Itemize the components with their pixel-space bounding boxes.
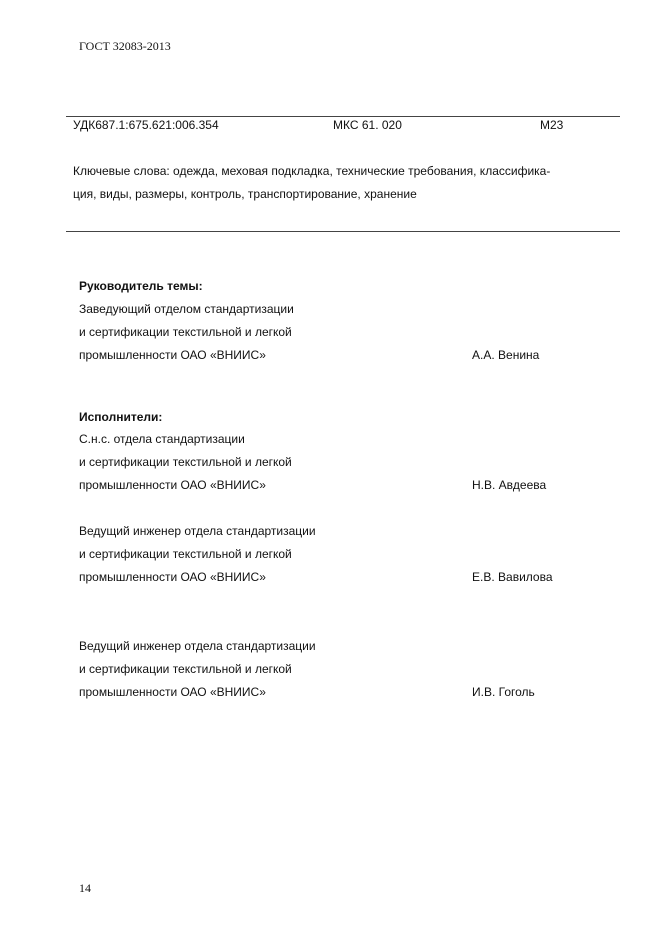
executor-1-line-1: С.н.с. отдела стандартизации [79, 432, 245, 446]
executor-1-line-3: промышленности ОАО «ВНИИС» [79, 478, 266, 492]
executor-3-line-1: Ведущий инженер отдела стандартизации [79, 639, 316, 653]
executor-1-name: Н.В. Авдеева [472, 478, 547, 492]
bottom-divider [66, 231, 620, 232]
executor-2-line-2: и сертификации текстильной и легкой [79, 547, 292, 561]
leader-position-line-2: и сертификации текстильной и легкой [79, 325, 292, 339]
top-divider [66, 116, 620, 117]
executor-2-line-3: промышленности ОАО «ВНИИС» [79, 570, 266, 584]
leader-position-line-3: промышленности ОАО «ВНИИС» [79, 348, 266, 362]
executors-heading: Исполнители: [79, 410, 163, 424]
leader-position-line-1: Заведующий отделом стандартизации [79, 302, 294, 316]
page-number: 14 [79, 881, 91, 895]
executor-2-line-1: Ведущий инженер отдела стандартизации [79, 524, 316, 538]
leader-name: А.А. Венина [472, 348, 540, 362]
leader-heading: Руководитель темы: [79, 279, 203, 293]
executor-1-line-2: и сертификации текстильной и легкой [79, 455, 292, 469]
executor-3-line-3: промышленности ОАО «ВНИИС» [79, 685, 266, 699]
mks-code: МКС 61. 020 [333, 118, 402, 132]
udk-code: УДК687.1:675.621:006.354 [73, 118, 219, 132]
executor-2-name: Е.В. Вавилова [472, 570, 553, 584]
keywords-line-1: Ключевые слова: одежда, меховая подкладка, технические требования, классифика- [73, 164, 551, 178]
m-code: М23 [540, 118, 564, 132]
document-id: ГОСТ 32083-2013 [79, 39, 171, 53]
executor-3-line-2: и сертификации текстильной и легкой [79, 662, 292, 676]
keywords-line-2: ция, виды, размеры, контроль, транспортирование, хранение [73, 187, 417, 201]
executor-3-name: И.В. Гоголь [472, 685, 535, 699]
